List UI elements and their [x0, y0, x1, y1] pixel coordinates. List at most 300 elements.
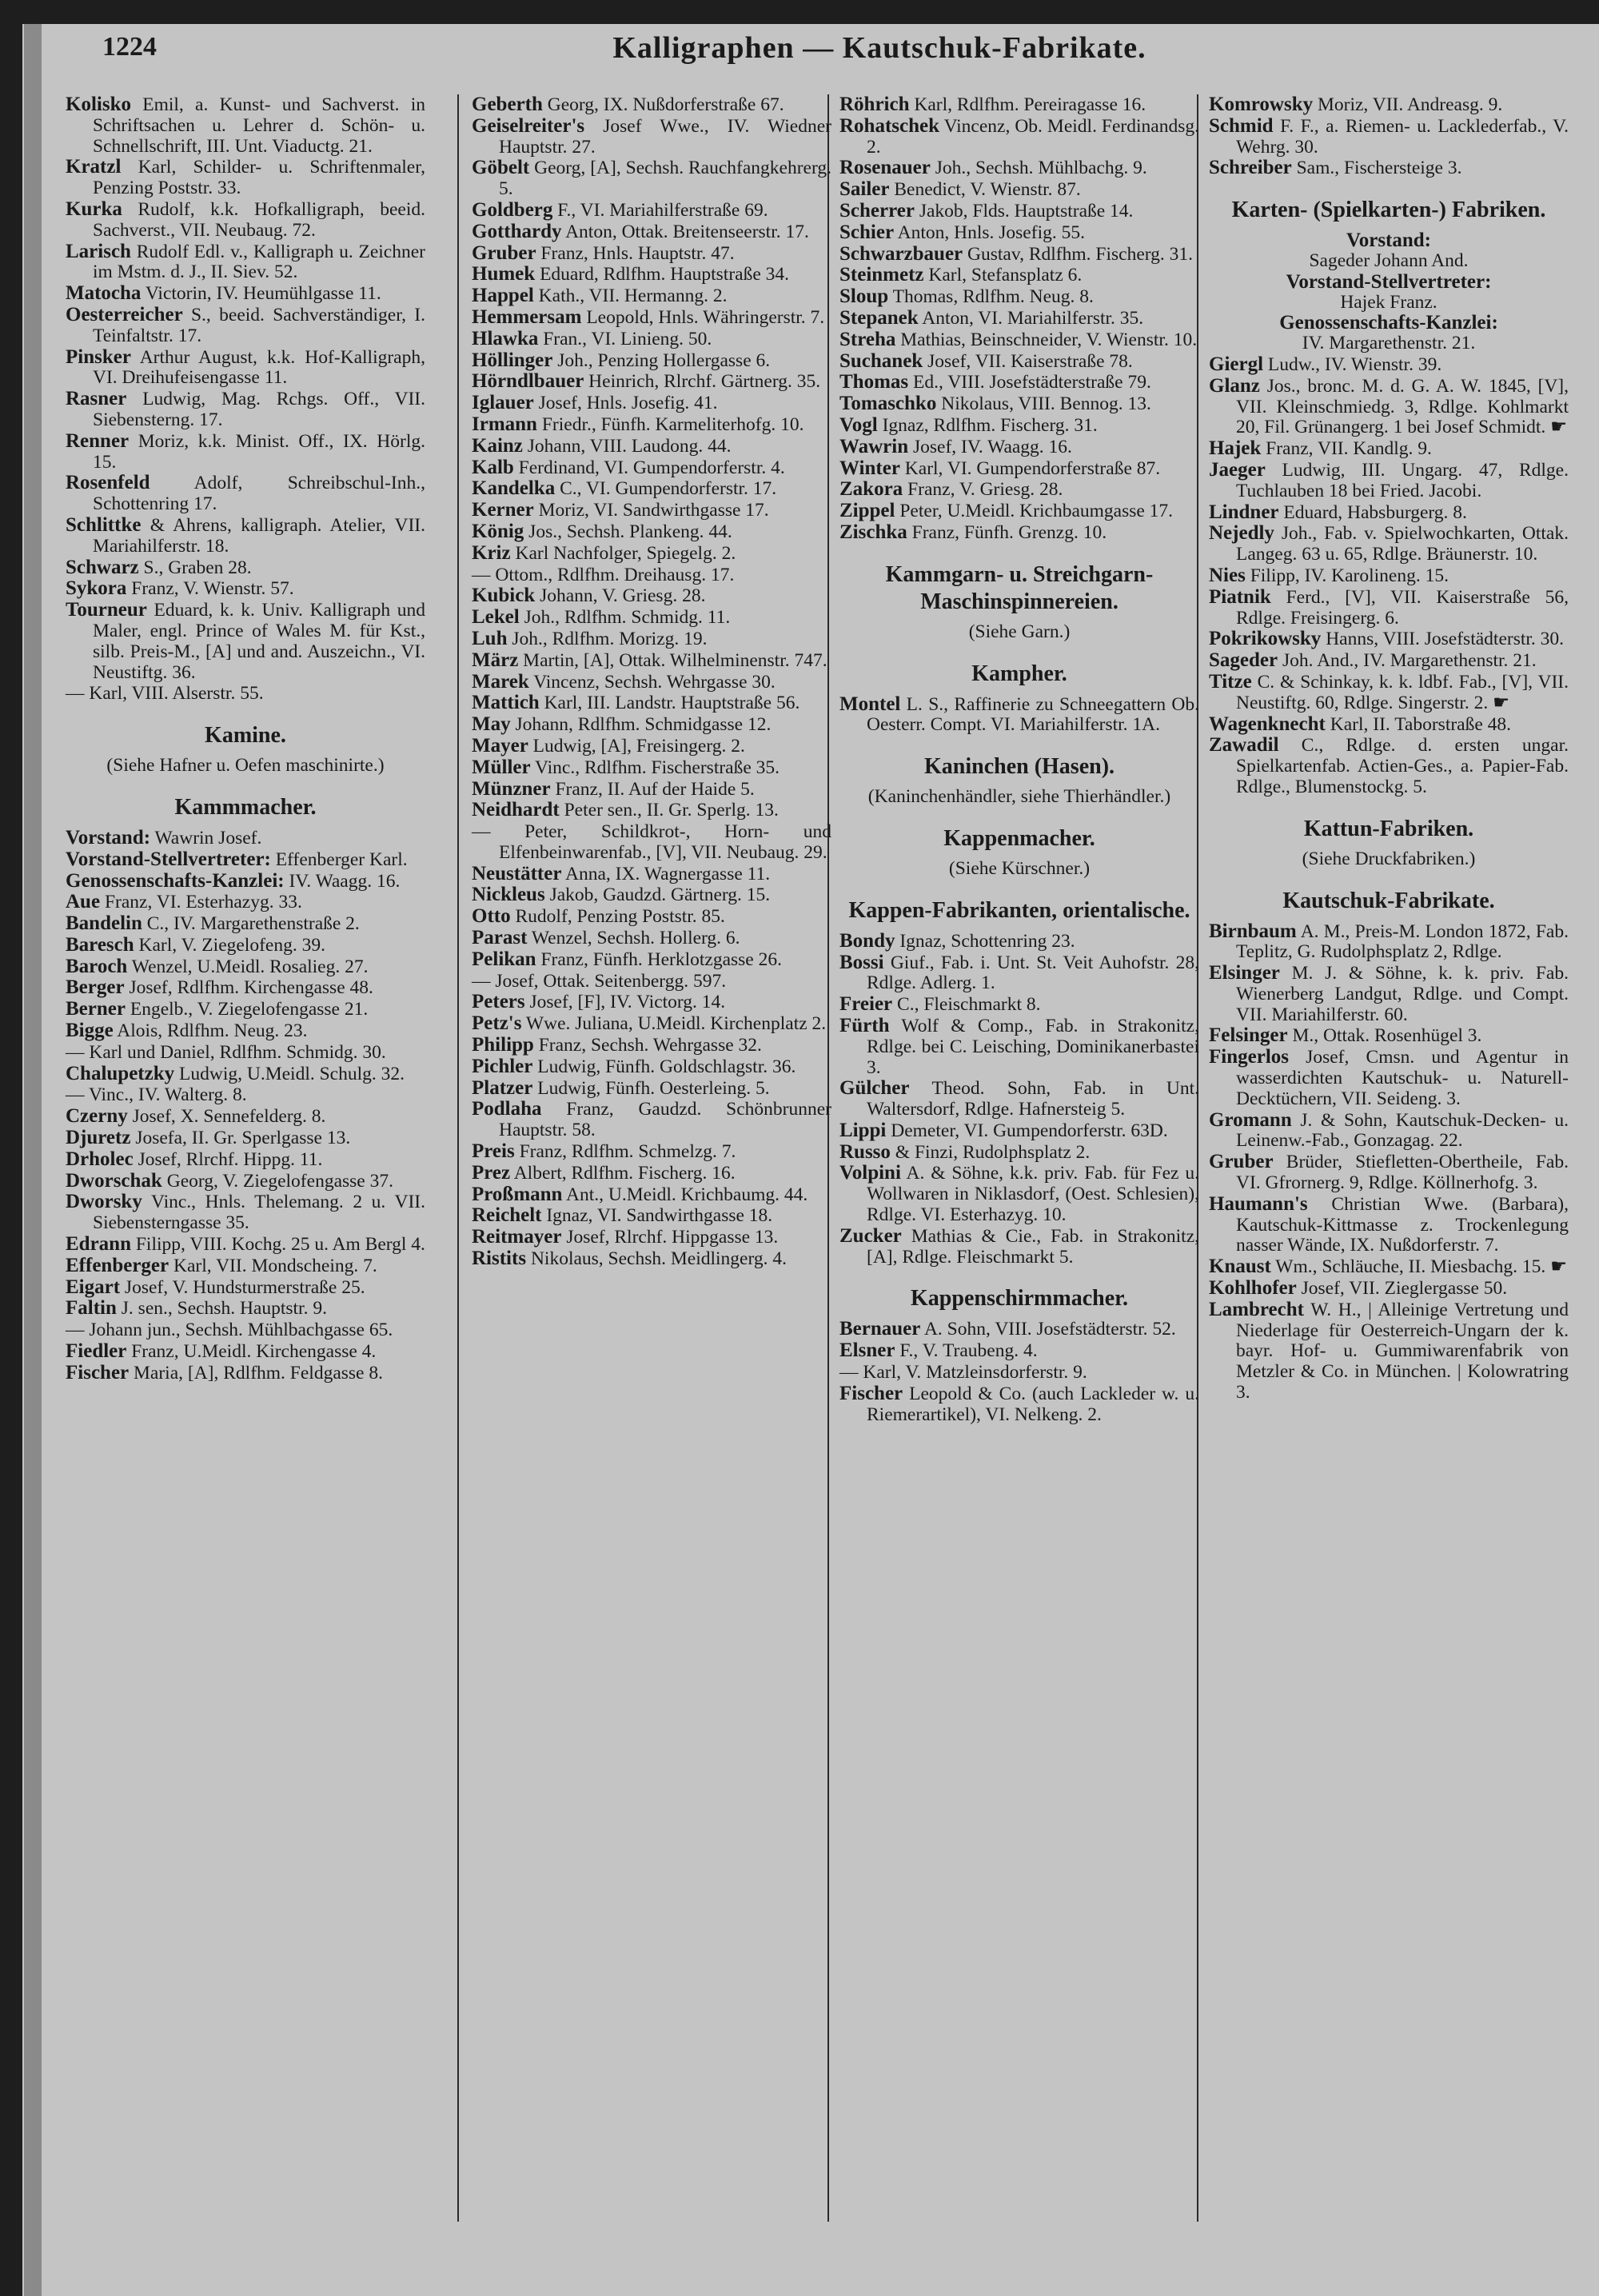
entry-name: Volpini [839, 1162, 901, 1184]
directory-entry [839, 415, 1199, 437]
directory-entry [472, 1141, 831, 1163]
directory-entry [472, 1227, 831, 1248]
directory-entry [66, 913, 425, 935]
entry-details: Josef, Rdlfhm. Kirchengasse 48. [124, 977, 373, 999]
directory-entry [1209, 650, 1569, 672]
directory-entry [472, 158, 831, 200]
directory-entry [839, 244, 1199, 266]
directory-entry [66, 977, 425, 999]
entry-name: Wawrin [839, 435, 909, 457]
section-heading: Kammmacher. [174, 794, 317, 820]
entry-details: Effenberger Karl. [270, 849, 408, 870]
directory-entry [839, 952, 1199, 995]
entry-details: Eduard, Rdlfhm. Hauptstraße 34. [535, 264, 790, 286]
entry-name: Sailer [839, 178, 890, 201]
directory-entry [1209, 502, 1569, 524]
entry-name: Berner [66, 998, 126, 1020]
section-heading: Kamine. [205, 723, 286, 749]
entry-name: Neidhardt [472, 799, 560, 821]
page-spine-shadow [24, 24, 42, 2296]
directory-entry [472, 371, 831, 393]
entry-name: Happel [472, 285, 534, 307]
directory-entry [472, 116, 831, 158]
entry-details: Josef, X. Sennefelderg. 8. [127, 1106, 326, 1128]
entry-name: Zakora [839, 478, 903, 501]
entry-details: Karl, V. Ziegelofeng. 39. [134, 934, 325, 956]
directory-entry [472, 800, 831, 821]
entry-details: Wm., Schläuche, II. Miesbachg. 15. ☛ [1270, 1256, 1568, 1278]
cross-reference-note: (Siehe Hafner u. Oefen maschinirte.) [106, 755, 385, 777]
entry-name: Czerny [66, 1105, 128, 1128]
directory-entry [66, 305, 425, 347]
entry-details: Josef, Rlrchf. Hippgasse 13. [561, 1227, 779, 1248]
directory-entry [1209, 523, 1569, 565]
entry-name: Goldberg [472, 198, 553, 221]
directory-entry [839, 1120, 1199, 1142]
entry-details: Brüder, Stiefletten-Obertheile, Fab. VI. Gfrornerg. 9, Rdlge. Köllnerhofg. 3. [1236, 1152, 1569, 1194]
entry-details: Albert, Rdlfhm. Fischerg. 16. [510, 1162, 736, 1184]
column-2 [472, 94, 831, 1270]
directory-entry [1209, 354, 1569, 376]
directory-entry [66, 1192, 425, 1234]
directory-entry [472, 565, 831, 586]
directory-entry [472, 821, 831, 864]
directory-entry [472, 585, 831, 607]
entry-name: Schier [839, 221, 895, 243]
directory-entry [472, 436, 831, 457]
entry-details: F., VI. Mariahilferstraße 69. [552, 199, 768, 221]
entry-name: Dworschak [66, 1169, 162, 1192]
entry-details: Eduard, k. k. Univ. Kalligraph und Maler, engl. Prince of Wales M. für Kst., silb. Preis-M., [A] und and. Auszeichn., VI. Neustiftg. 36. [93, 600, 425, 683]
entry-name: Berger [66, 976, 125, 999]
entry-name: Fingerlos [1209, 1046, 1289, 1068]
directory-entry [1209, 1152, 1569, 1194]
entry-details: Ludwig, III. Ungarg. 47, Rdlge. Tuchlauben 18 bei Fried. Jacobi. [1236, 459, 1569, 501]
directory-entry [66, 1234, 425, 1256]
entry-details: Josef, Hnls. Josefig. 41. [533, 393, 718, 414]
entry-details: Emil, a. Kunst- und Sachverst. in Schriftsachen u. Lehrer d. Schön- u. Schnellschrift, III. Unt. Viaductg. 21. [93, 94, 425, 157]
directory-entry [66, 1020, 425, 1042]
directory-entry [66, 600, 425, 683]
cross-reference-note: (Siehe Kürschner.) [948, 857, 1091, 879]
directory-entry [66, 849, 425, 871]
directory-entry [66, 94, 425, 157]
entry-name: Kohlhofer [1209, 1277, 1297, 1300]
directory-entry [66, 1084, 425, 1106]
entry-name: Wagenknecht [1209, 713, 1326, 735]
directory-entry [66, 828, 425, 849]
directory-entry [66, 1363, 425, 1384]
entry-details: Rudolf, Penzing Poststr. 85. [510, 906, 725, 928]
entry-name: Röhrich [839, 94, 910, 115]
entry-details: Franz, V. Griesg. 28. [903, 479, 1063, 501]
entry-name: Lippi [839, 1119, 887, 1141]
entry-name: Komrowsky [1209, 94, 1314, 115]
entry-details: Mathias & Cie., Fab. in Strakonitz, [A], Rdlge. Fleischmarkt 5. [867, 1225, 1199, 1268]
entry-name: Parast [472, 927, 528, 949]
entry-details: Ignaz, VI. Sandwirthgasse 18. [541, 1205, 773, 1227]
directory-entry [472, 864, 831, 885]
entry-name: Giergl [1209, 353, 1264, 375]
entry-name: Sykora [66, 577, 127, 600]
entry-details: Anton, Ottak. Breitenseerstr. 17. [561, 221, 809, 242]
section-heading: Kautschuk-Fabrikate. [1282, 888, 1495, 913]
entry-details: W. H., | Alleinige Vertretung und Niederlage für Oesterreich-Ungarn der k. bayr. Hof- u. Gummiwarenfabrik von Metzler & Co. in München. | Kolowratring 3. [1236, 1299, 1569, 1404]
entry-details: Moriz, VI. Sandwirthgasse 17. [533, 500, 769, 521]
directory-entry [66, 578, 425, 600]
column-4 [1209, 94, 1569, 1404]
entry-name: Kurka [66, 198, 122, 220]
entry-details: Friedr., Fünfh. Karmeliterhofg. 10. [536, 413, 804, 435]
directory-entry [66, 956, 425, 978]
directory-entry [1209, 1256, 1569, 1278]
directory-entry [472, 949, 831, 971]
section-heading: Kampher. [971, 661, 1067, 686]
entry-name: Schwarz [66, 556, 139, 578]
directory-entry [472, 393, 831, 414]
directory-entry [472, 414, 831, 436]
entry-details: A. M., Preis-M. London 1872, Fab. Teplitz, G. Rudolphsplatz 2, Rdlge. [1236, 920, 1569, 963]
entry-name: Fischer [839, 1382, 903, 1404]
directory-entry [472, 222, 831, 243]
directory-entry [1209, 1300, 1569, 1404]
entry-name: Jaeger [1209, 458, 1266, 481]
directory-entry [839, 179, 1199, 201]
directory-entry [66, 999, 425, 1020]
entry-details: Vincenz, Ob. Meidl. Ferdinandsg. 2. [867, 115, 1199, 158]
entry-details: Vincenz, Sechsh. Wehrgasse 30. [528, 671, 776, 693]
entry-name: Oesterreicher [66, 303, 183, 325]
entry-details: Filipp, VIII. Kochg. 25 u. Am Bergl 4. [130, 1234, 425, 1256]
entry-name: König [472, 520, 524, 542]
entry-name: Scherrer [839, 199, 915, 222]
section-heading: Kappen-Fabrikanten, orientalische. [848, 897, 1190, 923]
entry-details: Karl, Schilder- u. Schriftenmaler, Penzing Poststr. 33. [93, 157, 425, 199]
entry-name: Edrann [66, 1233, 131, 1256]
entry-details: Fran., VI. Linieng. 50. [538, 328, 712, 349]
entry-details: Johann, VIII. Laudong. 44. [522, 435, 732, 457]
entry-name: Sageder [1209, 649, 1278, 672]
entry-details: — Karl, VIII. Alserstr. 55. [66, 683, 264, 705]
entry-details: Leopold, Hnls. Währingerstr. 7. [581, 306, 825, 328]
directory-entry [472, 779, 831, 801]
entry-name: Matocha [66, 282, 142, 305]
entry-name: Birnbaum [1209, 920, 1297, 942]
entry-details: J. & Sohn, Kautschuk-Decken- u. Leinenw.-Fab., Gonzagag. 22. [1236, 1109, 1569, 1152]
entry-details: Filipp, IV. Karolineng. 15. [1245, 565, 1449, 586]
entry-name: Ristits [472, 1248, 527, 1270]
column-1 [66, 94, 425, 1384]
directory-entry [839, 1340, 1199, 1362]
entry-details: Ludwig, Fünfh. Goldschlagstr. 36. [532, 1056, 796, 1077]
entry-name: Gruber [1209, 1151, 1274, 1173]
entry-details: C. & Schinkay, k. k. ldbf. Fab., [V], VII. Neustiftg. 60, Rdlge. Singerstr. 2. ☛ [1236, 671, 1569, 713]
directory-entry [66, 892, 425, 913]
entry-details: Franz, Fünfh. Herklotzgasse 26. [536, 948, 782, 970]
directory-entry [839, 286, 1199, 308]
entry-details: Martin, [A], Ottak. Wilhelminenstr. 747. [518, 649, 827, 671]
entry-name: Zischka [839, 521, 907, 543]
entry-name: Schlittke [66, 513, 142, 536]
entry-details: Peter sen., II. Gr. Sperlg. 13. [559, 800, 779, 821]
directory-entry [839, 1384, 1199, 1426]
entry-details: C., Rdlge. d. ersten ungar. Spielkartenfab. Actien-Ges., a. Papier-Fab. Rdlge., Blumenstockg. 5. [1236, 735, 1569, 797]
entry-name: Bondy [839, 929, 895, 952]
entry-name: Steinmetz [839, 264, 924, 286]
entry-details: Johann, V. Griesg. 28. [535, 585, 706, 607]
entry-details: Franz, II. Auf der Haide 5. [550, 778, 755, 800]
entry-name: Bandelin [66, 912, 142, 935]
guild-info: IV. Margarethenstr. 21. [1302, 333, 1476, 354]
entry-details: Franz, Gaudzd. Schönbrunner Hauptstr. 58. [499, 1099, 831, 1141]
entry-name: Kratzl [66, 156, 122, 178]
entry-name: Reitmayer [472, 1226, 562, 1248]
section-heading: Kappenmacher. [943, 825, 1095, 851]
directory-entry [472, 329, 831, 350]
directory-entry [839, 501, 1199, 522]
entry-name: Nies [1209, 564, 1246, 586]
entry-details: Christian Wwe. (Barbara), Kautschuk-Kittmasse z. Trockenlegung nasser Wände, IX. Nußdorferstr. 7. [1236, 1193, 1569, 1256]
directory-entry [839, 994, 1199, 1016]
entry-details: Karl, Rdlfhm. Pereiragasse 16. [909, 94, 1146, 115]
entry-name: Lekel [472, 606, 520, 629]
entry-details: J. sen., Sechsh. Hauptstr. 9. [116, 1298, 327, 1320]
entry-details: Karl, Stefansplatz 6. [923, 265, 1083, 286]
entry-details: C., Fleischmarkt 8. [892, 994, 1041, 1016]
entry-name: Tomaschko [839, 393, 937, 415]
entry-details: C., VI. Gumpendorferstr. 17. [555, 478, 777, 500]
entry-details: IV. Waagg. 16. [284, 870, 401, 892]
entry-name: Schmid [1209, 114, 1274, 137]
entry-details: & Finzi, Rudolphsplatz 2. [890, 1141, 1091, 1163]
directory-entry [472, 629, 831, 650]
directory-entry [1209, 735, 1569, 797]
entry-details: Giuf., Fab. i. Unt. St. Veit Auhofstr. 28, Rdlge. Adlerg. 1. [867, 952, 1199, 994]
entry-name: Zucker [839, 1224, 902, 1247]
entry-name: Thomas [839, 371, 909, 393]
entry-details: Josefa, II. Gr. Sperlgasse 13. [130, 1128, 351, 1149]
entry-name: Prez [472, 1161, 511, 1184]
entry-details: Josef, Cmsn. und Agentur in wasserdichten Kautschuk- u. Naturell-Decktüchern, VII. Seideng. 3. [1236, 1047, 1569, 1109]
entry-details: Georg, [A], Sechsh. Rauchfangkehrerg. 5. [499, 158, 831, 200]
entry-details: Sam., Fischersteige 3. [1291, 158, 1462, 179]
directory-entry [66, 199, 425, 242]
entry-details: Anton, Hnls. Josefig. 55. [894, 222, 1085, 243]
entry-details: Ludw., IV. Wienstr. 39. [1263, 353, 1442, 375]
directory-entry [66, 871, 425, 892]
entry-details: — Karl, V. Matzleinsdorferstr. 9. [839, 1362, 1087, 1384]
directory-entry [839, 522, 1199, 544]
entry-name: Pichler [472, 1055, 533, 1077]
entry-name: Bigge [66, 1020, 114, 1042]
directory-entry [839, 351, 1199, 373]
directory-entry [472, 1035, 831, 1056]
directory-entry [66, 1042, 425, 1064]
directory-entry [66, 1171, 425, 1192]
entry-details: Ignaz, Schottenring 23. [895, 930, 1075, 952]
entry-details: M., Ottak. Rosenhügel 3. [1287, 1025, 1482, 1047]
entry-name: Freier [839, 993, 893, 1016]
directory-entry [66, 1064, 425, 1085]
entry-details: Vinc., Rdlfhm. Fischerstraße 35. [530, 757, 780, 778]
entry-details: — Peter, Schildkrot-, Horn- und Elfenbeinwarenfab., [V], VII. Neubaug. 29. [472, 821, 831, 863]
entry-name: Podlaha [472, 1098, 542, 1120]
entry-details: Anton, VI. Mariahilferstr. 35. [918, 307, 1144, 329]
entry-details: Leopold & Co. (auch Lackleder w. u. Riemerartikel), VI. Nelkeng. 2. [867, 1383, 1199, 1425]
entry-details: Jos., Sechsh. Plankeng. 44. [524, 521, 732, 542]
directory-entry [1209, 94, 1569, 116]
cross-reference-note: (Kaninchenhändler, siehe Thierhändler.) [867, 786, 1171, 808]
entry-details: — Johann jun., Sechsh. Mühlbachgasse 65. [66, 1320, 393, 1341]
directory-entry [839, 1016, 1199, 1078]
entry-details: L. S., Raffinerie zu Schneegattern Ob. Oesterr. Compt. VI. Mariahilferstr. 1A. [867, 693, 1199, 736]
entry-details: — Karl und Daniel, Rdlfhm. Schmidg. 30. [66, 1041, 386, 1063]
entry-name: Hajek [1209, 437, 1262, 460]
directory-entry [1209, 116, 1569, 158]
directory-entry [472, 1078, 831, 1100]
entry-name: Geberth [472, 94, 543, 115]
entry-name: Platzer [472, 1076, 533, 1099]
entry-details: Adolf, Schreibschul-Inh., Schottenring 17. [93, 473, 425, 515]
directory-entry [1209, 714, 1569, 736]
entry-name: Kandelka [472, 477, 556, 500]
directory-entry [472, 971, 831, 992]
entry-name: Mattich [472, 692, 540, 714]
entry-details: Franz, V. Wienstr. 57. [126, 578, 294, 600]
entry-details: Joh., Sechsh. Mühlbachg. 9. [930, 158, 1147, 179]
directory-entry [66, 157, 425, 199]
entry-name: Eigart [66, 1276, 121, 1298]
entry-name: Luh [472, 627, 508, 649]
entry-details: Ed., VIII. Josefstädterstraße 79. [908, 372, 1151, 393]
entry-name: Hlawka [472, 327, 539, 349]
entry-details: F., V. Traubeng. 4. [895, 1340, 1038, 1362]
entry-details: Gustav, Rdlfhm. Fischerg. 31. [963, 243, 1194, 265]
directory-entry [472, 928, 831, 949]
directory-entry [839, 329, 1199, 351]
section-heading: Kaninchen (Hasen). [923, 754, 1115, 780]
entry-name: Neustätter [472, 862, 562, 884]
entry-name: Otto [472, 905, 511, 928]
directory-entry [472, 94, 831, 116]
entry-details: Arthur August, k.k. Hof-Kalligraph, VI. Dreihufeisengasse 11. [93, 346, 425, 389]
entry-details: Wawrin Josef. [150, 827, 262, 849]
entry-details: Georg, IX. Nußdorferstraße 67. [542, 94, 784, 115]
entry-details: Jakob, Gaudzd. Gärtnerg. 15. [544, 884, 771, 906]
directory-entry [66, 1106, 425, 1128]
entry-details: & Ahrens, kalligraph. Atelier, VII. Mariahilferstr. 18. [93, 514, 425, 557]
entry-details: Franz, Fünfh. Grenzg. 10. [907, 521, 1107, 543]
column-divider [457, 94, 459, 2222]
entry-name: Gromann [1209, 1108, 1292, 1131]
entry-details: Nikolaus, Sechsh. Meidlingerg. 4. [526, 1248, 787, 1270]
cross-reference-note: (Siehe Garn.) [968, 621, 1071, 642]
entry-name: Bossi [839, 951, 884, 973]
entry-details: Victorin, IV. Heumühlgasse 11. [141, 283, 381, 305]
entry-details: — Ottom., Rdlfhm. Dreihausg. 17. [472, 564, 735, 585]
directory-entry [66, 242, 425, 284]
entry-name: Gruber [472, 242, 536, 264]
entry-details: Vinc., Hnls. Thelemang. 2 u. VII. Siebensterngasse 35. [93, 1192, 425, 1234]
entry-details: Josef, VII. Kaiserstraße 78. [923, 350, 1133, 372]
entry-details: Josef, Rlrchf. Hippg. 11. [133, 1148, 323, 1170]
directory-entry [66, 1128, 425, 1149]
entry-name: Effenberger [66, 1254, 169, 1276]
entry-details: Karl, VI. Gumpendorferstraße 87. [899, 457, 1161, 479]
directory-entry [472, 736, 831, 757]
entry-name: Winter [839, 457, 900, 479]
directory-entry [1209, 376, 1569, 438]
directory-entry [66, 1320, 425, 1341]
entry-details: Joh., Fab. v. Spielwochkarten, Ottak. Langeg. 63 u. 65, Rdlge. Bräunerstr. 10. [1236, 523, 1569, 565]
directory-entry [66, 683, 425, 705]
directory-entry [472, 650, 831, 672]
directory-entry [472, 1205, 831, 1227]
directory-entry [1209, 1194, 1569, 1256]
entry-name: Peters [472, 991, 525, 1013]
entry-details: F. F., a. Riemen- u. Lacklederfab., V. Wehrg. 30. [1236, 115, 1569, 158]
entry-details: Ludwig, [A], Freisingerg. 2. [528, 735, 745, 757]
directory-entry [472, 672, 831, 693]
directory-entry [472, 884, 831, 906]
directory-entry [1209, 565, 1569, 587]
entry-details: Joh., Penzing Hollergasse 6. [552, 349, 771, 371]
directory-entry [66, 431, 425, 473]
entry-details: Ludwig, Mag. Rchgs. Off., VII. Siebensterng. 17. [93, 389, 425, 430]
directory-entry [839, 1319, 1199, 1340]
entry-details: Jos., bronc. M. d. G. A. W. 1845, [V], VII. Kleinschmiedg. 3, Rdlge. Kohlmarkt 20, Fil. Grünangerg. 1 bei Josef Schmidt. ☛ [1236, 375, 1569, 438]
entry-details: Joh., Rdlfhm. Morizg. 19. [507, 628, 708, 649]
directory-entry [839, 393, 1199, 415]
entry-name: Humek [472, 263, 536, 286]
entry-name: Lindner [1209, 501, 1279, 523]
entry-details: Franz, U.Meidl. Kirchengasse 4. [126, 1341, 377, 1363]
entry-name: Petz's [472, 1012, 522, 1035]
directory-entry [1209, 460, 1569, 502]
directory-entry [472, 1056, 831, 1078]
section-heading: Kattun-Fabriken. [1303, 816, 1474, 841]
directory-entry [66, 473, 425, 515]
entry-name: Elsner [839, 1340, 895, 1362]
entry-name: Vogl [839, 413, 878, 436]
column-3 [839, 94, 1199, 1425]
entry-details: Wenzel, Sechsh. Hollerg. 6. [527, 928, 740, 949]
entry-name: Montel [839, 693, 901, 715]
entry-details: Alois, Rdlfhm. Neug. 23. [113, 1020, 308, 1042]
entry-details: Josef Wwe., IV. Wiedner Hauptstr. 27. [499, 115, 831, 158]
directory-entry [1209, 587, 1569, 629]
entry-name: Marek [472, 670, 529, 693]
entry-name: März [472, 649, 519, 671]
entry-name: Aue [66, 891, 101, 913]
entry-name: Genossenschafts-Kanzlei: [66, 869, 285, 892]
guild-info: Genossenschafts-Kanzlei: [1279, 312, 1498, 334]
directory-entry [839, 931, 1199, 952]
cross-reference-note: (Siehe Druckfabriken.) [1302, 848, 1476, 869]
entry-name: Zawadil [1209, 734, 1279, 757]
entry-name: Hemmersam [472, 305, 582, 328]
entry-name: Kubick [472, 585, 536, 607]
entry-name: Haumann's [1209, 1192, 1308, 1215]
directory-entry [472, 350, 831, 372]
directory-entry [472, 243, 831, 265]
entry-name: Elsinger [1209, 962, 1280, 984]
entry-details: Anna, IX. Wagnergasse 11. [561, 863, 771, 884]
entry-details: Ludwig, U.Meidl. Schulg. 32. [174, 1063, 405, 1084]
entry-details: Wenzel, U.Meidl. Rosalieg. 27. [127, 956, 369, 977]
entry-details: Ant., U.Meidl. Krichbaumg. 44. [562, 1184, 808, 1205]
entry-details: Moriz, VII. Andreasg. 9. [1313, 94, 1503, 115]
